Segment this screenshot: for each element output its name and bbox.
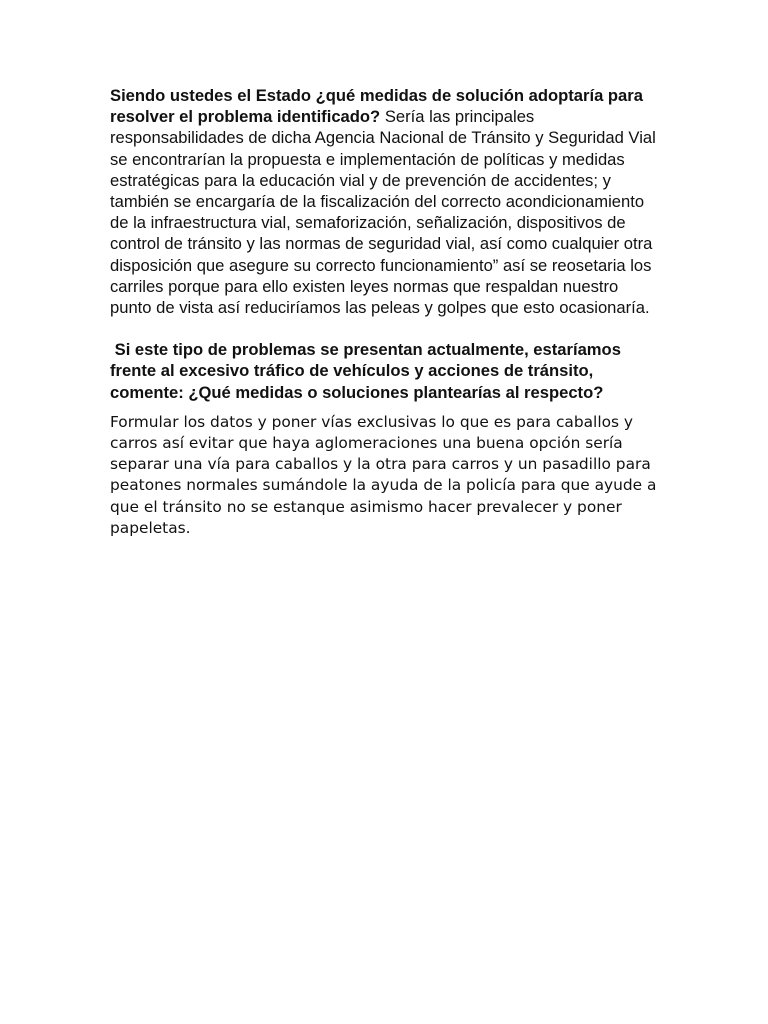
section-2-answer: Formular los datos y poner vías exclusivas lo que es para caballos y carros así evitar que haya aglomeraciones una buena opción sería separar una vía para caballos y la otra para carros y un pasadillo para peatones normales sumándole la ayuda de la policía para que ayude a que el tránsito no se estanque asimismo hacer prevalecer y poner papeletas. — [110, 412, 657, 537]
section-2-question: Si este tipo de problemas se presentan actualmente, estaríamos frente al excesivo tráfico de vehículos y acciones de tránsito, comente: ¿Qué medidas o soluciones plantearías al respecto? — [110, 340, 621, 402]
document-body — [110, 85, 662, 539]
section-1-question: Siendo ustedes el Estado ¿qué medidas de solución adoptaría para resolver el problema identificado? — [110, 86, 643, 127]
section-1-paragraph — [110, 85, 662, 318]
section-2-question-paragraph — [110, 339, 662, 403]
section-1-answer: Sería las principales responsabilidades de dicha Agencia Nacional de Tránsito y Seguridad Vial se encontrarían la propuesta e implementación de políticas y medidas estratégicas para la educación vial y de prevención de accidentes; y también se encargaría de la fiscalización del correcto acondicionamiento de la infraestructura vial, semaforización, señalización, dispositivos de control de tránsito y las normas de seguridad vial, así como cualquier otra disposición que asegure su correcto funcionamiento” así se reosetaria los carriles porque para ello existen leyes normas que respaldan nuestro punto de vista así reduciríamos las peleas y golpes que esto ocasionaría. — [110, 107, 656, 318]
